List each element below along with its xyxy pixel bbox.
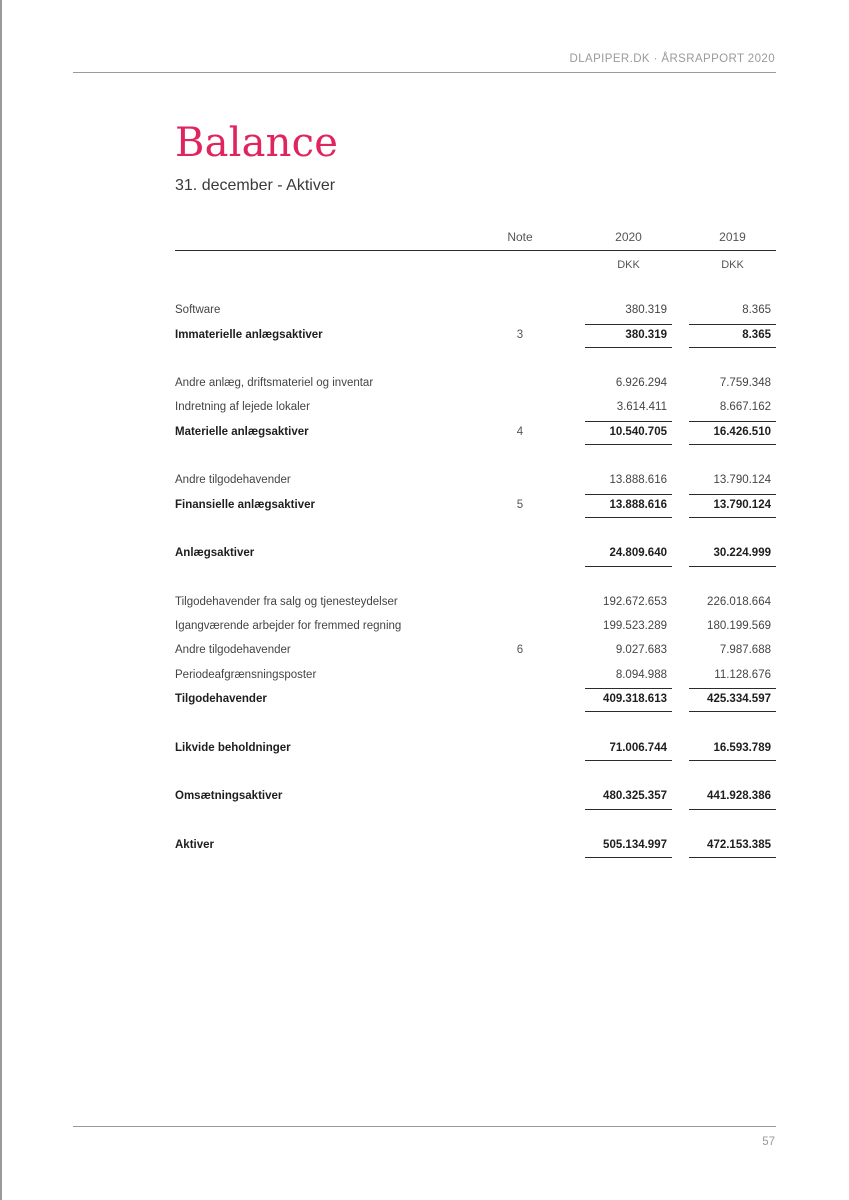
value-2019: 16.426.510 [713, 425, 771, 438]
table-row [175, 591, 776, 615]
note-column-header: Note [507, 230, 533, 244]
year-2020-column-header: 2020 [615, 230, 642, 244]
row-label: Materielle anlægsaktiver [175, 425, 309, 438]
value-2020: 505.134.997 [603, 838, 667, 851]
value-2020: 380.319 [625, 328, 667, 341]
spacer [175, 761, 776, 785]
footer-divider [73, 1126, 776, 1127]
value-2019: 441.928.386 [707, 790, 771, 803]
rule [585, 324, 672, 325]
subtotal-row [175, 494, 776, 518]
value-2020: 9.027.683 [615, 644, 667, 657]
value-2020: 13.888.616 [609, 498, 667, 511]
table-row [175, 396, 776, 420]
row-note: 3 [516, 328, 524, 341]
value-2019: 13.790.124 [713, 498, 771, 511]
rule [585, 444, 672, 445]
page-edge [0, 0, 2, 1200]
page-number: 57 [762, 1136, 775, 1148]
value-2019: 180.199.569 [707, 620, 771, 633]
rule [689, 711, 776, 712]
value-2020: 13.888.616 [609, 474, 667, 487]
balance-table [175, 230, 776, 858]
total-row [175, 542, 776, 566]
subtotal-row [175, 324, 776, 348]
value-2019: 7.759.348 [719, 377, 771, 390]
total-row [175, 785, 776, 809]
row-note: 4 [516, 425, 524, 438]
row-label: Tilgodehavender fra salg og tjenesteydelser [175, 595, 398, 608]
rule [585, 809, 672, 810]
value-2019: 425.334.597 [707, 693, 771, 706]
row-label: Software [175, 304, 221, 317]
value-2019: 226.018.664 [707, 595, 771, 608]
table-row [175, 639, 776, 663]
spacer [175, 712, 776, 736]
table-row [175, 615, 776, 639]
spacer [175, 518, 776, 542]
rule [689, 760, 776, 761]
value-2019: 30.224.999 [713, 547, 771, 560]
row-label: Andre tilgodehavender [175, 644, 291, 657]
value-2020: 380.319 [625, 304, 667, 317]
subtotal-row [175, 688, 776, 712]
value-2020: 192.672.653 [603, 595, 667, 608]
row-note: 6 [516, 644, 524, 657]
table-row [175, 664, 776, 688]
row-label: Periodeafgrænsningsposter [175, 668, 317, 681]
rule [689, 324, 776, 325]
rule [585, 760, 672, 761]
rule [689, 421, 776, 422]
value-2020: 71.006.744 [609, 741, 667, 754]
row-label: Indretning af lejede lokaler [175, 401, 310, 414]
value-2020: 409.318.613 [603, 693, 667, 706]
row-label: Tilgodehavender [175, 693, 267, 706]
rule [689, 347, 776, 348]
spacer [175, 275, 776, 299]
value-2019: 11.128.676 [714, 668, 771, 681]
rule [585, 494, 672, 495]
row-label: Immaterielle anlægsaktiver [175, 328, 323, 341]
rule [689, 494, 776, 495]
subtotal-row [175, 421, 776, 445]
row-label: Anlægsaktiver [175, 547, 255, 560]
value-2019: 13.790.124 [713, 474, 771, 487]
value-2020: 3.614.411 [616, 401, 667, 414]
table-row [175, 299, 776, 323]
rule [585, 566, 672, 567]
total-row [175, 737, 776, 761]
header-divider [73, 72, 776, 73]
table-row [175, 469, 776, 493]
rule [689, 809, 776, 810]
grand-total-row [175, 834, 776, 858]
value-2019: 8.667.162 [719, 401, 771, 414]
row-label: Andre tilgodehavender [175, 474, 291, 487]
rule [689, 517, 776, 518]
row-note: 5 [516, 498, 524, 511]
currency-2019: DKK [721, 259, 744, 271]
rule [585, 421, 672, 422]
value-2020: 6.926.294 [615, 377, 667, 390]
year-2019-column-header: 2019 [719, 230, 746, 244]
spacer [175, 810, 776, 834]
row-label: Aktiver [175, 838, 214, 851]
spacer [175, 348, 776, 372]
row-label: Finansielle anlægsaktiver [175, 498, 315, 511]
value-2020: 480.325.357 [603, 790, 667, 803]
running-header: DLAPIPER.DK · ÅRSRAPPORT 2020 [569, 53, 775, 65]
rule [689, 566, 776, 567]
spacer [175, 445, 776, 469]
row-label: Igangværende arbejder for fremmed regning [175, 620, 402, 633]
rule [585, 688, 672, 689]
currency-2020: DKK [617, 259, 640, 271]
value-2019: 16.593.789 [713, 741, 771, 754]
rule [585, 517, 672, 518]
value-2020: 24.809.640 [609, 547, 667, 560]
currency-row [175, 251, 776, 275]
value-2020: 8.094.988 [615, 668, 667, 681]
row-label: Andre anlæg, driftsmateriel og inventar [175, 377, 374, 390]
value-2019: 7.987.688 [719, 644, 771, 657]
page-subtitle: 31. december - Aktiver [175, 177, 336, 194]
table-row [175, 372, 776, 396]
value-2019: 472.153.385 [707, 838, 771, 851]
rule [689, 444, 776, 445]
value-2019: 8.365 [742, 328, 771, 341]
rule [689, 688, 776, 689]
rule [585, 857, 672, 858]
value-2020: 10.540.705 [609, 425, 667, 438]
spacer [175, 567, 776, 591]
column-header-row [175, 230, 776, 250]
row-label: Omsætningsaktiver [175, 790, 283, 803]
rule [689, 857, 776, 858]
rule [585, 711, 672, 712]
value-2019: 8.365 [742, 304, 771, 317]
page-title: Balance [175, 120, 339, 166]
rule [585, 347, 672, 348]
value-2020: 199.523.289 [603, 620, 667, 633]
row-label: Likvide beholdninger [175, 741, 291, 754]
